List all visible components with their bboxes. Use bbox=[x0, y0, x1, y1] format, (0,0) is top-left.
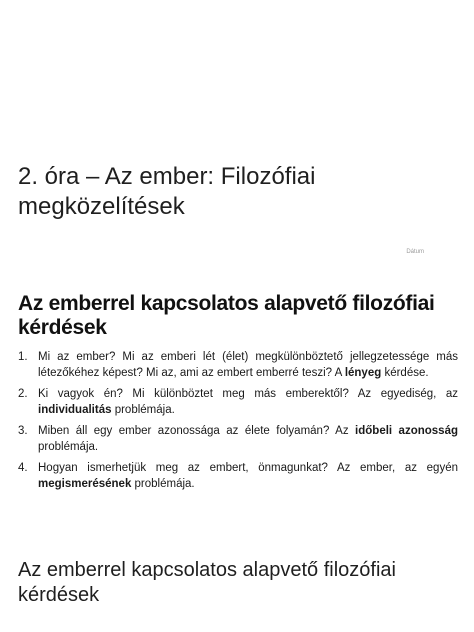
slide-questions-repeat bbox=[0, 518, 474, 632]
question-text: Mi az ember? Mi az emberi lét (élet) megkülönböztető jellegzetessége más létezőkéhez képest? Mi az, ami az embert emberré teszi? A bbox=[38, 351, 458, 379]
question-keyword: lényeg bbox=[344, 366, 382, 379]
question-number: 2. bbox=[18, 388, 28, 400]
question-number: 3. bbox=[18, 425, 28, 437]
question-keyword: individualitás bbox=[38, 403, 112, 416]
question-number: 4. bbox=[18, 462, 28, 474]
question-text-after: kérdése. bbox=[381, 366, 429, 379]
question-text: Hogyan ismerhetjük meg az embert, önmagunkat? Az ember, az egyén bbox=[38, 462, 458, 474]
question-keyword: időbeli azonosság bbox=[355, 425, 458, 437]
slide-1-title: 2. óra – Az ember: Filozófiai megközelítések bbox=[18, 163, 316, 220]
slide-title bbox=[0, 0, 474, 268]
question-text: Miben áll egy ember azonossága az élete folyamán? Az bbox=[38, 425, 356, 437]
question-list bbox=[18, 350, 458, 498]
slide-3-title: Az emberrel kapcsolatos alapvető filozófiai kérdések bbox=[18, 559, 396, 606]
question-keyword: megismerésének bbox=[38, 477, 132, 490]
question-text-after: problémája. bbox=[38, 440, 99, 453]
slide-2-heading: Az emberrel kapcsolatos alapvető filozófiai kérdések bbox=[18, 292, 435, 339]
question-item bbox=[18, 424, 458, 455]
question-item bbox=[18, 387, 458, 418]
question-item bbox=[18, 350, 458, 381]
date-placeholder: Dátum bbox=[406, 249, 424, 255]
question-text-after: problémája. bbox=[111, 403, 175, 416]
question-text-after: problémája. bbox=[131, 477, 195, 490]
question-text: Ki vagyok én? Mi különböztet meg más emberektől? Az egyediség, az bbox=[38, 388, 458, 400]
question-number: 1. bbox=[18, 351, 28, 363]
slide-questions bbox=[0, 268, 474, 518]
question-item bbox=[18, 461, 458, 492]
